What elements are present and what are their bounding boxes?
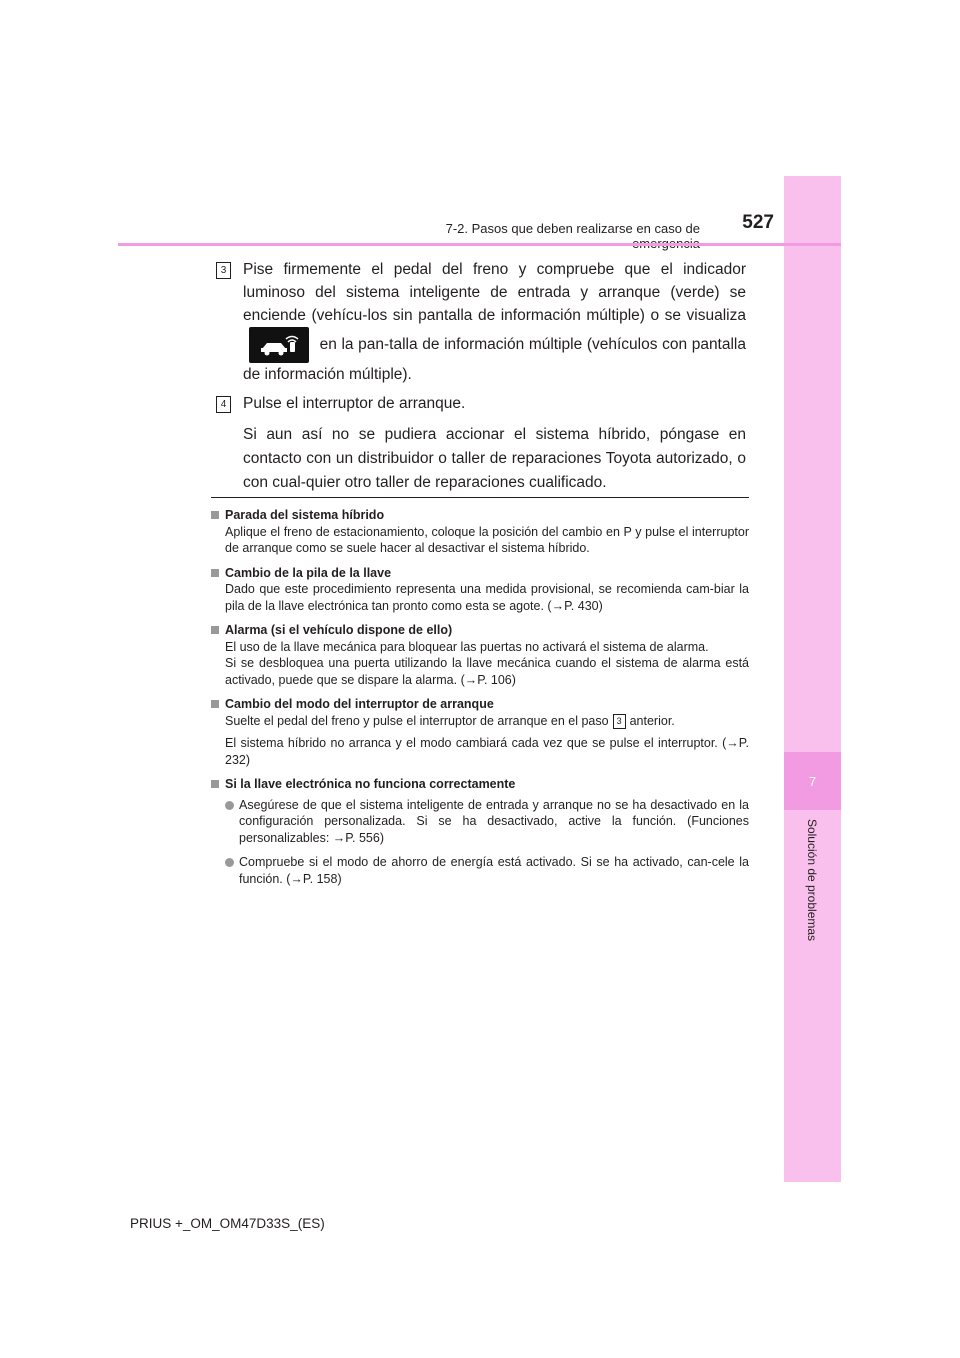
note-paragraph bbox=[225, 713, 749, 730]
key-system-indicator-icon bbox=[249, 327, 309, 363]
note-paragraph: El uso de la llave mecánica para bloquear las puertas no activará el sistema de alarma. bbox=[225, 639, 709, 654]
note-title: Alarma (si el vehículo dispone de ello) bbox=[211, 622, 749, 639]
notes bbox=[211, 507, 749, 895]
note-body bbox=[211, 639, 749, 689]
step-text-after: en la pan-talla de información múltiple (vehículos con pantalla de información múltiple). bbox=[243, 336, 746, 383]
note-modo bbox=[211, 696, 749, 768]
note-paragraph: Si se desbloquea una puerta utilizando la llave mecánica cuando el sistema de alarma está activado, puede que se dispare la alarma. (→P. 106) bbox=[225, 656, 749, 687]
main-content bbox=[216, 258, 746, 495]
note-body bbox=[211, 524, 749, 557]
chapter-label: Solución de problemas bbox=[805, 818, 819, 942]
step-number: 3 bbox=[216, 262, 231, 279]
note-title: Cambio del modo del interruptor de arranque bbox=[211, 696, 749, 713]
step-reference: 3 bbox=[613, 714, 626, 729]
note-alarma bbox=[211, 622, 749, 688]
note-body bbox=[211, 581, 749, 614]
step-number: 4 bbox=[216, 396, 231, 413]
bullet-item: Asegúrese de que el sistema inteligente de entrada y arranque no se ha desactivado en la configuración personalizada. Si se ha desactivado, active la función. (Funciones personalizables: →P. 556) bbox=[211, 797, 749, 847]
note-text: Suelte el pedal del freno y pulse el interruptor de arranque en el paso bbox=[225, 713, 609, 728]
step-4 bbox=[216, 392, 746, 415]
page-number: 527 bbox=[742, 212, 774, 233]
note-parada bbox=[211, 507, 749, 557]
note-title: Cambio de la pila de la llave bbox=[211, 565, 749, 582]
step-text: Pulse el interruptor de arranque. bbox=[243, 395, 466, 412]
footer-code: PRIUS +_OM_OM47D33S_(ES) bbox=[130, 1216, 325, 1231]
step-3 bbox=[216, 258, 746, 386]
note-llave bbox=[211, 776, 749, 887]
note-paragraph: Dado que este procedimiento representa una medida provisional, se recomienda cam-biar la pila de la llave electrónica tan pronto como esta se agote. (→P. 430) bbox=[225, 582, 749, 613]
section-title: 7-2. Pasos que deben realizarse en caso de bbox=[445, 221, 700, 236]
chapter-number: 7 bbox=[784, 752, 841, 810]
bullet-item: Compruebe si el modo de ahorro de energía está activado. Si se ha activado, can-cele la función. (→P. 158) bbox=[211, 854, 749, 887]
note-paragraph: El sistema híbrido no arranca y el modo cambiará cada vez que se pulse el interruptor. (→P. 232) bbox=[225, 736, 749, 767]
note-text: anterior. bbox=[629, 713, 675, 728]
note-title: Si la llave electrónica no funciona correctamente bbox=[211, 776, 749, 793]
continuation-text: Si aun así no se pudiera accionar el sistema híbrido, póngase en contacto con un distribuidor o taller de reparaciones Toyota autorizado, o con cual-quier otro taller de reparaciones cualificado. bbox=[243, 426, 746, 491]
note-paragraph: Aplique el freno de estacionamiento, coloque la posición del cambio en P y pulse el interruptor de arranque como se suele hacer al desactivar el sistema híbrido. bbox=[225, 524, 749, 555]
side-tab bbox=[784, 176, 841, 1182]
header-rule bbox=[118, 243, 841, 246]
note-title: Parada del sistema híbrido bbox=[211, 507, 749, 524]
step-text: Pise firmemente el pedal del freno y compruebe que el indicador luminoso del sistema inteligente de entrada y arranque (verde) se enciende (vehícu-los sin pantalla de información múltiple) o se visualiza bbox=[243, 261, 746, 324]
divider bbox=[211, 497, 749, 498]
note-body bbox=[211, 713, 749, 769]
note-pila bbox=[211, 565, 749, 615]
